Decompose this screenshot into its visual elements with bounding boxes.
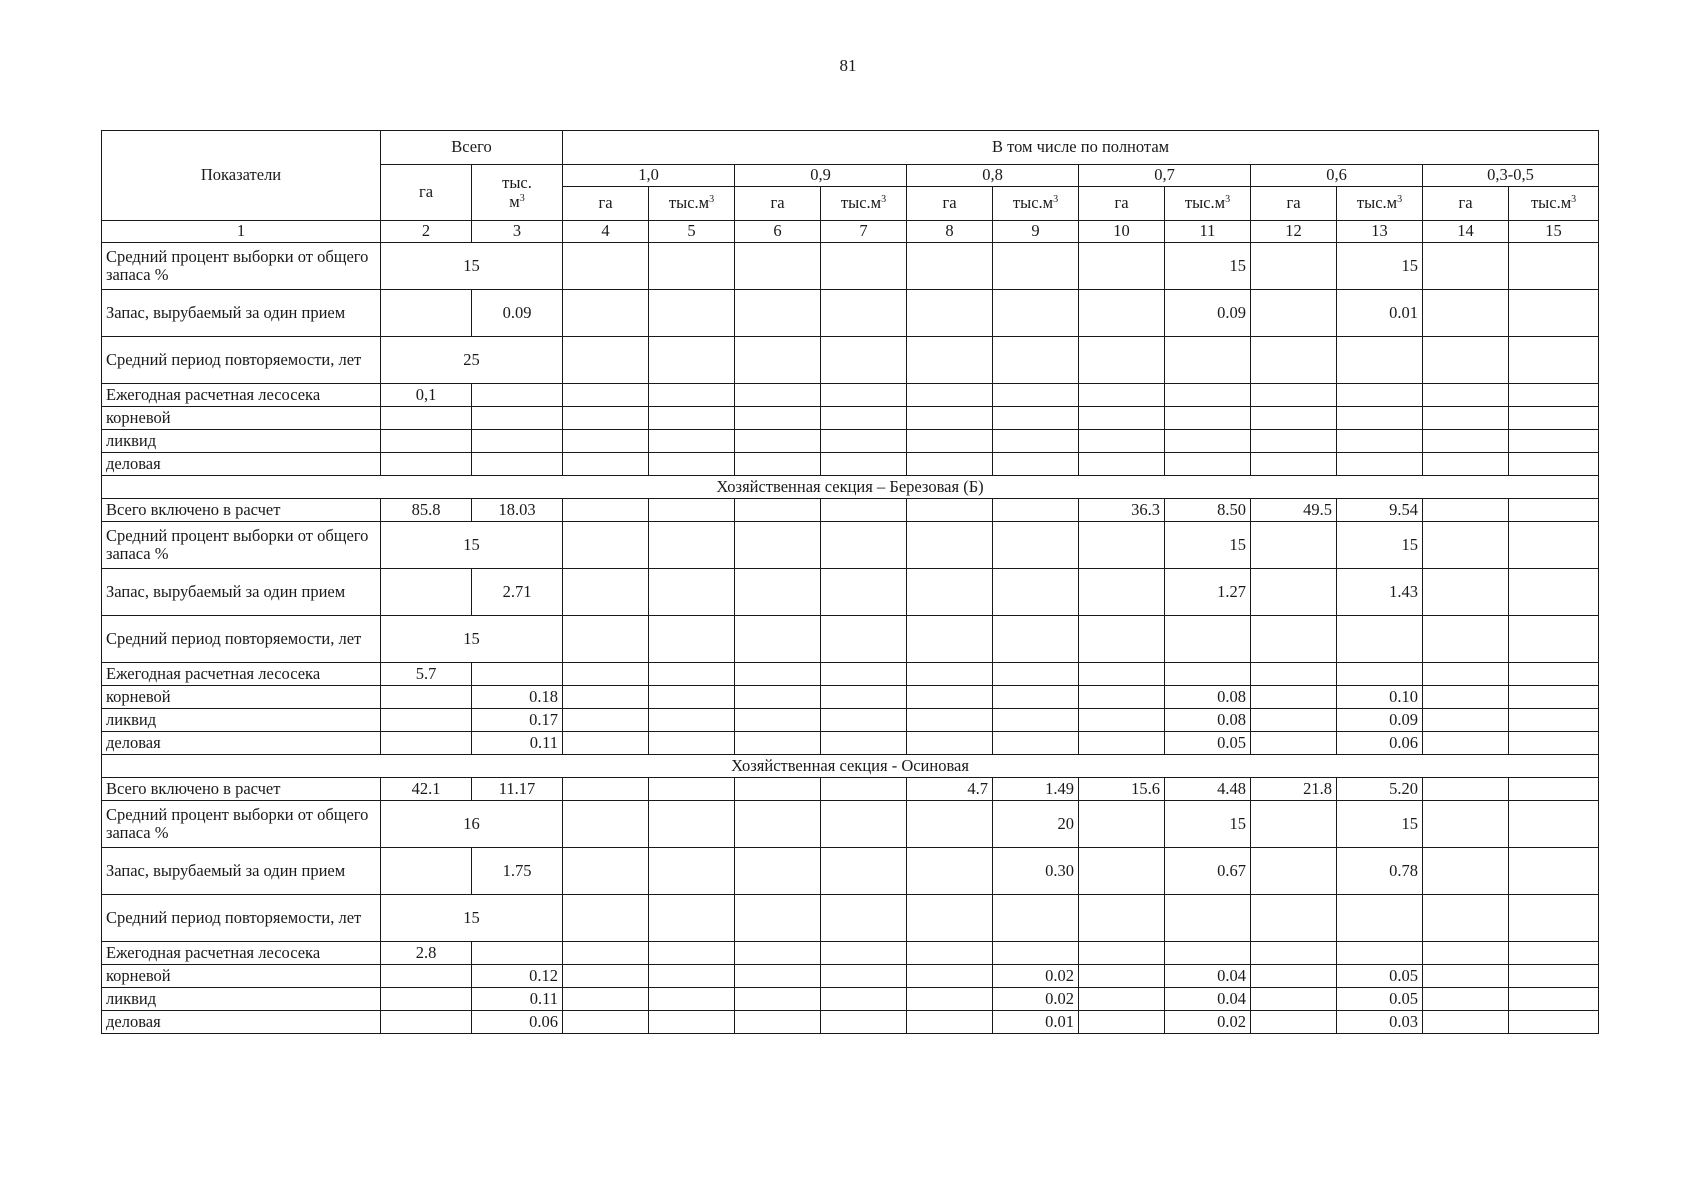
total-cell: 15 xyxy=(381,895,563,942)
value-cell: 0.05 xyxy=(1337,965,1423,988)
value-cell: 5.20 xyxy=(1337,778,1423,801)
value-cell: 2.71 xyxy=(472,569,563,616)
column-number: 3 xyxy=(472,221,563,243)
table-row xyxy=(102,1011,1599,1034)
row-label: корневой xyxy=(102,965,381,988)
value-cell: 2.8 xyxy=(381,942,472,965)
row-label: Средний процент выборки от общего запаса % xyxy=(102,801,381,848)
column-number: 15 xyxy=(1509,221,1599,243)
row-label: Ежегодная расчетная лесосека xyxy=(102,384,381,407)
table-row xyxy=(102,801,1599,848)
value-cell: 0.05 xyxy=(1165,732,1251,755)
section-title-row xyxy=(102,755,1599,778)
row-label: Всего включено в расчет xyxy=(102,778,381,801)
indicators-header: Показатели xyxy=(102,131,381,221)
value-cell: 4.7 xyxy=(907,778,993,801)
table-row xyxy=(102,407,1599,430)
row-label: Средний процент выборки от общего запаса % xyxy=(102,522,381,569)
value-cell: 9.54 xyxy=(1337,499,1423,522)
value-cell: 15 xyxy=(1337,801,1423,848)
value-cell: 0,1 xyxy=(381,384,472,407)
value-cell: 0.05 xyxy=(1337,988,1423,1011)
row-label: Средний период повторяемости, лет xyxy=(102,895,381,942)
table-row xyxy=(102,290,1599,337)
table-row xyxy=(102,453,1599,476)
row-label: Запас, вырубаемый за один прием xyxy=(102,848,381,895)
value-cell: 0.10 xyxy=(1337,686,1423,709)
volume-unit-sup: 3 xyxy=(519,192,525,204)
value-cell: 15.6 xyxy=(1079,778,1165,801)
value-cell: 0.09 xyxy=(1337,709,1423,732)
row-label: Запас, вырубаемый за один прием xyxy=(102,569,381,616)
table-row xyxy=(102,732,1599,755)
value-cell: 11.17 xyxy=(472,778,563,801)
density-0-7-header: 0,7 xyxy=(1079,165,1251,187)
column-number: 4 xyxy=(563,221,649,243)
column-number: 7 xyxy=(821,221,907,243)
total-header: Всего xyxy=(381,131,563,165)
total-volume-header xyxy=(472,165,563,221)
value-cell: 0.08 xyxy=(1165,709,1251,732)
total-cell: 15 xyxy=(381,243,563,290)
value-cell: 0.11 xyxy=(472,732,563,755)
value-cell: 42.1 xyxy=(381,778,472,801)
table-row xyxy=(102,709,1599,732)
table-row xyxy=(102,778,1599,801)
density-0-6-header: 0,6 xyxy=(1251,165,1423,187)
value-cell: 0.02 xyxy=(993,965,1079,988)
value-cell: 15 xyxy=(1165,801,1251,848)
section-title-aspen: Хозяйственная секция - Осиновая xyxy=(102,755,1599,778)
column-numbers-row xyxy=(102,221,1599,243)
value-cell: 0.30 xyxy=(993,848,1079,895)
row-label: деловая xyxy=(102,732,381,755)
volume-unit-top: тыс. xyxy=(502,173,532,193)
column-number: 14 xyxy=(1423,221,1509,243)
value-cell: 0.78 xyxy=(1337,848,1423,895)
value-cell: 0.12 xyxy=(472,965,563,988)
total-cell: 15 xyxy=(381,522,563,569)
table-row xyxy=(102,337,1599,384)
column-number: 11 xyxy=(1165,221,1251,243)
value-cell: 0.11 xyxy=(472,988,563,1011)
unit-ha: га xyxy=(1079,187,1165,221)
value-cell: 0.09 xyxy=(1165,290,1251,337)
unit-volume: $тыс.м^3$ xyxy=(821,187,907,221)
column-number: 13 xyxy=(1337,221,1423,243)
table-row xyxy=(102,942,1599,965)
section-title-birch: Хозяйственная секция – Березовая (Б) xyxy=(102,476,1599,499)
total-cell: 16 xyxy=(381,801,563,848)
table-row xyxy=(102,499,1599,522)
density-0-9-header: 0,9 xyxy=(735,165,907,187)
value-cell: 20 xyxy=(993,801,1079,848)
value-cell: 0.17 xyxy=(472,709,563,732)
density-0-3-0-5-header: 0,3-0,5 xyxy=(1423,165,1599,187)
table-row xyxy=(102,895,1599,942)
value-cell: 1.75 xyxy=(472,848,563,895)
row-label: Средний период повторяемости, лет xyxy=(102,337,381,384)
row-label: деловая xyxy=(102,1011,381,1034)
page-number: 81 xyxy=(839,56,857,75)
unit-ha: га xyxy=(735,187,821,221)
value-cell: 4.48 xyxy=(1165,778,1251,801)
table-row xyxy=(102,569,1599,616)
value-cell: 15 xyxy=(1165,522,1251,569)
table-row xyxy=(102,522,1599,569)
column-number: 9 xyxy=(993,221,1079,243)
value-cell: 0.06 xyxy=(1337,732,1423,755)
value-cell: 1.49 xyxy=(993,778,1079,801)
value-cell: 0.18 xyxy=(472,686,563,709)
column-number: 8 xyxy=(907,221,993,243)
unit-ha: га xyxy=(907,187,993,221)
column-number: 12 xyxy=(1251,221,1337,243)
table-row xyxy=(102,686,1599,709)
value-cell: 0.04 xyxy=(1165,988,1251,1011)
column-number: 6 xyxy=(735,221,821,243)
unit-volume: $тыс.м^3$ xyxy=(1337,187,1423,221)
value-cell: 49.5 xyxy=(1251,499,1337,522)
value-cell: 0.06 xyxy=(472,1011,563,1034)
unit-ha: га xyxy=(563,187,649,221)
value-cell: 0.02 xyxy=(993,988,1079,1011)
unit-volume: $тыс.м^3$ xyxy=(1165,187,1251,221)
unit-volume: $тыс.м^3$ xyxy=(1509,187,1599,221)
felling-calculation-table xyxy=(101,130,1599,1034)
table-row xyxy=(102,988,1599,1011)
table-row xyxy=(102,430,1599,453)
row-label: Ежегодная расчетная лесосека xyxy=(102,663,381,686)
row-label: ликвид xyxy=(102,430,381,453)
table-row xyxy=(102,965,1599,988)
row-label: ликвид xyxy=(102,709,381,732)
table-row xyxy=(102,663,1599,686)
value-cell: 1.27 xyxy=(1165,569,1251,616)
value-cell: 5.7 xyxy=(381,663,472,686)
value-cell: 18.03 xyxy=(472,499,563,522)
value-cell: 0.67 xyxy=(1165,848,1251,895)
value-cell: 0.03 xyxy=(1337,1011,1423,1034)
value-cell: 1.43 xyxy=(1337,569,1423,616)
total-cell: 15 xyxy=(381,616,563,663)
column-number: 5 xyxy=(649,221,735,243)
value-cell: 36.3 xyxy=(1079,499,1165,522)
row-label: ликвид xyxy=(102,988,381,1011)
column-number: 1 xyxy=(102,221,381,243)
header-row-1 xyxy=(102,131,1599,165)
row-label: корневой xyxy=(102,407,381,430)
value-cell: 21.8 xyxy=(1251,778,1337,801)
unit-ha: га xyxy=(1251,187,1337,221)
unit-volume: $тыс.м^3$ xyxy=(993,187,1079,221)
row-label: Запас, вырубаемый за один прием xyxy=(102,290,381,337)
table-row xyxy=(102,848,1599,895)
volume-unit-bottom: м xyxy=(509,191,520,211)
row-label: деловая xyxy=(102,453,381,476)
total-ha-header: га xyxy=(381,165,472,221)
by-density-header: В том числе по полнотам xyxy=(563,131,1599,165)
value-cell: 15 xyxy=(1165,243,1251,290)
section-title-row xyxy=(102,476,1599,499)
value-cell: 85.8 xyxy=(381,499,472,522)
total-cell: 25 xyxy=(381,337,563,384)
value-cell: 0.02 xyxy=(1165,1011,1251,1034)
table-row xyxy=(102,384,1599,407)
value-cell: 0.01 xyxy=(1337,290,1423,337)
row-label: Всего включено в расчет xyxy=(102,499,381,522)
row-label: Средний процент выборки от общего запаса % xyxy=(102,243,381,290)
row-label: Ежегодная расчетная лесосека xyxy=(102,942,381,965)
value-cell: 15 xyxy=(1337,243,1423,290)
unit-volume: $тыс.м^3$ xyxy=(649,187,735,221)
row-label: Средний период повторяемости, лет xyxy=(102,616,381,663)
table-row xyxy=(102,616,1599,663)
unit-ha: га xyxy=(1423,187,1509,221)
value-cell: 0.08 xyxy=(1165,686,1251,709)
value-cell: 8.50 xyxy=(1165,499,1251,522)
value-cell: 15 xyxy=(1337,522,1423,569)
density-1-0-header: 1,0 xyxy=(563,165,735,187)
row-label: корневой xyxy=(102,686,381,709)
table-row xyxy=(102,243,1599,290)
column-number: 10 xyxy=(1079,221,1165,243)
density-0-8-header: 0,8 xyxy=(907,165,1079,187)
value-cell: 0.09 xyxy=(472,290,563,337)
column-number: 2 xyxy=(381,221,472,243)
value-cell: 0.04 xyxy=(1165,965,1251,988)
value-cell: 0.01 xyxy=(993,1011,1079,1034)
